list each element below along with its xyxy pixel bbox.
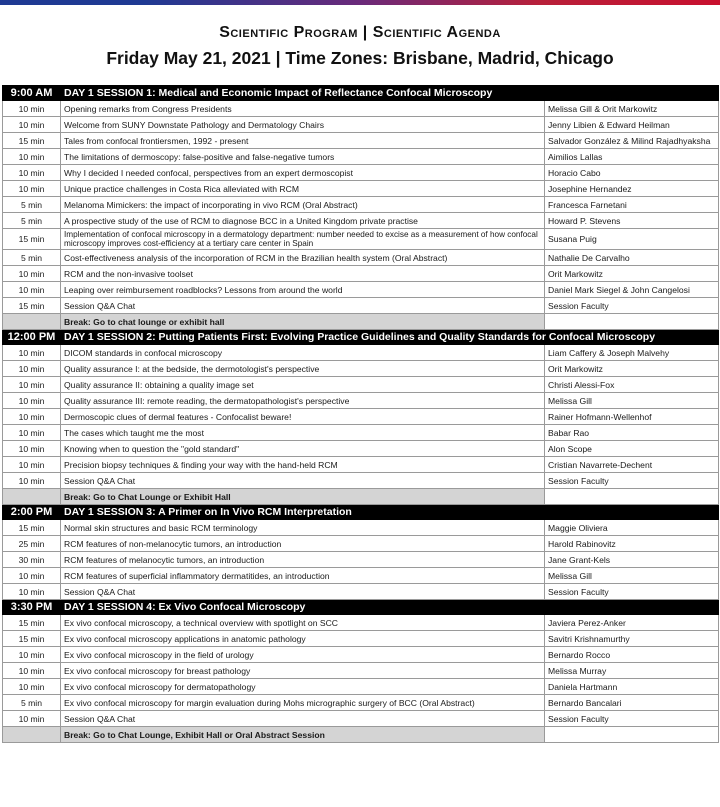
agenda-speaker: Savitri Krishnamurthy	[545, 631, 719, 647]
session-title-cell	[61, 505, 719, 520]
agenda-topic: RCM features of non-melanocytic tumors, an introduction	[61, 536, 545, 552]
agenda-duration: 10 min	[3, 473, 61, 489]
agenda-topic: RCM features of melanocytic tumors, an introduction	[61, 552, 545, 568]
agenda-duration: 10 min	[3, 282, 61, 298]
agenda-row	[3, 165, 719, 181]
agenda-speaker: Orit Markowitz	[545, 361, 719, 377]
agenda-speaker: Josephine Hernandez	[545, 181, 719, 197]
agenda-duration: 10 min	[3, 441, 61, 457]
agenda-duration: 15 min	[3, 631, 61, 647]
agenda-row	[3, 117, 719, 133]
agenda-speaker: Alon Scope	[545, 441, 719, 457]
agenda-speaker: Bernardo Bancalari	[545, 695, 719, 711]
agenda-speaker: Liam Caffery & Joseph Malvehy	[545, 345, 719, 361]
agenda-duration: 15 min	[3, 615, 61, 631]
session-header-row	[3, 86, 719, 101]
agenda-speaker: Melissa Murray	[545, 663, 719, 679]
agenda-topic: A prospective study of the use of RCM to diagnose BCC in a United Kingdom private practise	[61, 213, 545, 229]
agenda-topic: Ex vivo confocal microscopy for margin evaluation during Mohs micrographic surgery of BCC (Oral Abstract)	[61, 695, 545, 711]
agenda-speaker: Session Faculty	[545, 298, 719, 314]
break-text: Break: Go to Chat Lounge, Exhibit Hall or Oral Abstract Session	[61, 727, 545, 743]
agenda-row	[3, 377, 719, 393]
agenda-duration: 15 min	[3, 298, 61, 314]
agenda-row	[3, 393, 719, 409]
session-time: 9:00 AM	[3, 86, 61, 101]
agenda-topic: Quality assurance III: remote reading, the dermatopathologist's perspective	[61, 393, 545, 409]
agenda-duration: 10 min	[3, 361, 61, 377]
agenda-topic: Normal skin structures and basic RCM terminology	[61, 520, 545, 536]
agenda-row	[3, 679, 719, 695]
break-spacer	[3, 314, 61, 330]
agenda-speaker: Cristian Navarrete-Dechent	[545, 457, 719, 473]
agenda-duration: 10 min	[3, 457, 61, 473]
agenda-duration: 10 min	[3, 377, 61, 393]
agenda-row	[3, 361, 719, 377]
agenda-row	[3, 197, 719, 213]
break-empty-cell	[545, 314, 719, 330]
agenda-duration: 15 min	[3, 229, 61, 250]
break-row	[3, 489, 719, 505]
agenda-row	[3, 298, 719, 314]
session-title: DAY 1 SESSION 1: Medical and Economic Impact of Reflectance Confocal Microscopy	[64, 87, 493, 99]
session-title-cell	[61, 86, 719, 101]
agenda-duration: 5 min	[3, 695, 61, 711]
break-spacer	[3, 727, 61, 743]
agenda-topic: Leaping over reimbursement roadblocks? Lessons from around the world	[61, 282, 545, 298]
agenda-speaker: Bernardo Rocco	[545, 647, 719, 663]
agenda-duration: 5 min	[3, 197, 61, 213]
agenda-duration: 10 min	[3, 181, 61, 197]
agenda-topic: Ex vivo confocal microscopy for dermatopathology	[61, 679, 545, 695]
agenda-duration: 15 min	[3, 520, 61, 536]
session-title: DAY 1 SESSION 3: A Primer on In Vivo RCM Interpretation	[64, 506, 352, 518]
agenda-topic: RCM and the non-invasive toolset	[61, 266, 545, 282]
agenda-speaker: Babar Rao	[545, 425, 719, 441]
agenda-row	[3, 409, 719, 425]
agenda-row	[3, 457, 719, 473]
break-text: Break: Go to chat lounge or exhibit hall	[61, 314, 545, 330]
agenda-row	[3, 615, 719, 631]
agenda-speaker: Javiera Perez-Anker	[545, 615, 719, 631]
agenda-speaker: Maggie Oliviera	[545, 520, 719, 536]
agenda-topic: Dermoscopic clues of dermal features - Confocalist beware!	[61, 409, 545, 425]
page-header	[0, 22, 720, 70]
agenda-duration: 25 min	[3, 536, 61, 552]
agenda-topic: Precision biopsy techniques & finding your way with the hand-held RCM	[61, 457, 545, 473]
agenda-duration: 10 min	[3, 266, 61, 282]
agenda-duration: 30 min	[3, 552, 61, 568]
agenda-speaker: Nathalie De Carvalho	[545, 250, 719, 266]
agenda-duration: 15 min	[3, 133, 61, 149]
agenda-duration: 10 min	[3, 149, 61, 165]
agenda-speaker: Francesca Farnetani	[545, 197, 719, 213]
agenda-speaker: Melissa Gill & Orit Markowitz	[545, 101, 719, 117]
agenda-row	[3, 568, 719, 584]
break-spacer	[3, 489, 61, 505]
session-time: 12:00 PM	[3, 330, 61, 345]
agenda-topic: The cases which taught me the most	[61, 425, 545, 441]
agenda-speaker: Harold Rabinovitz	[545, 536, 719, 552]
session-header-row	[3, 505, 719, 520]
agenda-speaker: Orit Markowitz	[545, 266, 719, 282]
agenda-topic: Tales from confocal frontiersmen, 1992 - present	[61, 133, 545, 149]
agenda-speaker: Christi Alessi-Fox	[545, 377, 719, 393]
agenda-duration: 10 min	[3, 711, 61, 727]
agenda-topic: Session Q&A Chat	[61, 473, 545, 489]
agenda-row	[3, 441, 719, 457]
agenda-topic: Ex vivo confocal microscopy in the field of urology	[61, 647, 545, 663]
agenda-speaker: Aimilios Lallas	[545, 149, 719, 165]
top-accent-bar	[0, 0, 720, 5]
page-title: Scientific Program | Scientific Agenda	[219, 24, 501, 41]
agenda-row	[3, 345, 719, 361]
agenda-duration: 10 min	[3, 345, 61, 361]
agenda-row	[3, 133, 719, 149]
agenda-row	[3, 663, 719, 679]
agenda-speaker: Horacio Cabo	[545, 165, 719, 181]
agenda-topic: Knowing when to question the "gold standard"	[61, 441, 545, 457]
agenda-speaker: Melissa Gill	[545, 393, 719, 409]
agenda-row	[3, 695, 719, 711]
agenda-row	[3, 266, 719, 282]
agenda-speaker: Susana Puig	[545, 229, 719, 250]
session-time: 3:30 PM	[3, 600, 61, 615]
agenda-duration: 10 min	[3, 663, 61, 679]
agenda-topic: Melanoma Mimickers: the impact of incorporating in vivo RCM (Oral Abstract)	[61, 197, 545, 213]
agenda-speaker: Salvador González & Milind Rajadhyaksha	[545, 133, 719, 149]
agenda-row	[3, 101, 719, 117]
agenda-duration: 5 min	[3, 213, 61, 229]
agenda-speaker: Session Faculty	[545, 584, 719, 600]
agenda-speaker: Daniel Mark Siegel & John Cangelosi	[545, 282, 719, 298]
agenda-topic: Cost-effectiveness analysis of the incorporation of RCM in the Brazilian health system (Oral Abstract)	[61, 250, 545, 266]
agenda-duration: 10 min	[3, 101, 61, 117]
break-empty-cell	[545, 489, 719, 505]
session-title-cell	[61, 330, 719, 345]
agenda-duration: 10 min	[3, 584, 61, 600]
agenda-duration: 5 min	[3, 250, 61, 266]
agenda-speaker: Session Faculty	[545, 473, 719, 489]
agenda-row	[3, 282, 719, 298]
agenda-row	[3, 647, 719, 663]
agenda-row	[3, 473, 719, 489]
page-subtitle: Friday May 21, 2021 | Time Zones: Brisbane, Madrid, Chicago	[106, 48, 614, 68]
agenda-topic: Session Q&A Chat	[61, 584, 545, 600]
agenda-row	[3, 520, 719, 536]
session-title: DAY 1 SESSION 4: Ex Vivo Confocal Microscopy	[64, 601, 306, 613]
agenda-topic: Session Q&A Chat	[61, 711, 545, 727]
agenda-duration: 10 min	[3, 679, 61, 695]
agenda-row	[3, 552, 719, 568]
session-header-row	[3, 600, 719, 615]
agenda-duration: 10 min	[3, 647, 61, 663]
agenda-row	[3, 425, 719, 441]
agenda-speaker: Howard P. Stevens	[545, 213, 719, 229]
agenda-topic: Ex vivo confocal microscopy for breast pathology	[61, 663, 545, 679]
agenda-speaker: Session Faculty	[545, 711, 719, 727]
session-header-row	[3, 330, 719, 345]
agenda-topic: Implementation of confocal microscopy in a dermatology department: number needed to excise as a measurement of how confocal microscopy improves cost-efficiency at a tertiary care center in Spain	[61, 229, 545, 250]
agenda-row	[3, 711, 719, 727]
agenda-topic: Opening remarks from Congress Presidents	[61, 101, 545, 117]
session-title: DAY 1 SESSION 2: Putting Patients First: Evolving Practice Guidelines and Quality Standards for Confocal Microscopy	[64, 331, 656, 343]
agenda-topic: RCM features of superficial inflammatory dermatitides, an introduction	[61, 568, 545, 584]
agenda-row	[3, 149, 719, 165]
agenda-speaker: Rainer Hofmann-Wellenhof	[545, 409, 719, 425]
agenda-duration: 10 min	[3, 165, 61, 181]
agenda-topic: Quality assurance II: obtaining a quality image set	[61, 377, 545, 393]
break-empty-cell	[545, 727, 719, 743]
agenda-topic: Welcome from SUNY Downstate Pathology and Dermatology Chairs	[61, 117, 545, 133]
agenda-row	[3, 181, 719, 197]
break-row	[3, 314, 719, 330]
break-row	[3, 727, 719, 743]
session-title-cell	[61, 600, 719, 615]
agenda-speaker: Jane Grant-Kels	[545, 552, 719, 568]
agenda-row	[3, 250, 719, 266]
agenda-row	[3, 213, 719, 229]
break-text: Break: Go to Chat Lounge or Exhibit Hall	[61, 489, 545, 505]
agenda-duration: 10 min	[3, 568, 61, 584]
agenda-row	[3, 584, 719, 600]
session-time: 2:00 PM	[3, 505, 61, 520]
program-table	[2, 85, 719, 743]
agenda-topic: DICOM standards in confocal microscopy	[61, 345, 545, 361]
agenda-topic: Unique practice challenges in Costa Rica alleviated with RCM	[61, 181, 545, 197]
program-table-body	[3, 86, 719, 743]
agenda-duration: 10 min	[3, 409, 61, 425]
agenda-topic: Ex vivo confocal microscopy applications in anatomic pathology	[61, 631, 545, 647]
agenda-topic: Why I decided I needed confocal, perspectives from an expert dermoscopist	[61, 165, 545, 181]
agenda-speaker: Jenny Libien & Edward Heilman	[545, 117, 719, 133]
agenda-topic: Quality assurance I: at the bedside, the dermotologist's perspective	[61, 361, 545, 377]
agenda-duration: 10 min	[3, 425, 61, 441]
agenda-topic: The limitations of dermoscopy: false-positive and false-negative tumors	[61, 149, 545, 165]
agenda-row	[3, 229, 719, 250]
agenda-speaker: Melissa Gill	[545, 568, 719, 584]
agenda-row	[3, 536, 719, 552]
agenda-duration: 10 min	[3, 393, 61, 409]
agenda-row	[3, 631, 719, 647]
agenda-speaker: Daniela Hartmann	[545, 679, 719, 695]
agenda-topic: Ex vivo confocal microscopy, a technical overview with spotlight on SCC	[61, 615, 545, 631]
agenda-duration: 10 min	[3, 117, 61, 133]
agenda-topic: Session Q&A Chat	[61, 298, 545, 314]
